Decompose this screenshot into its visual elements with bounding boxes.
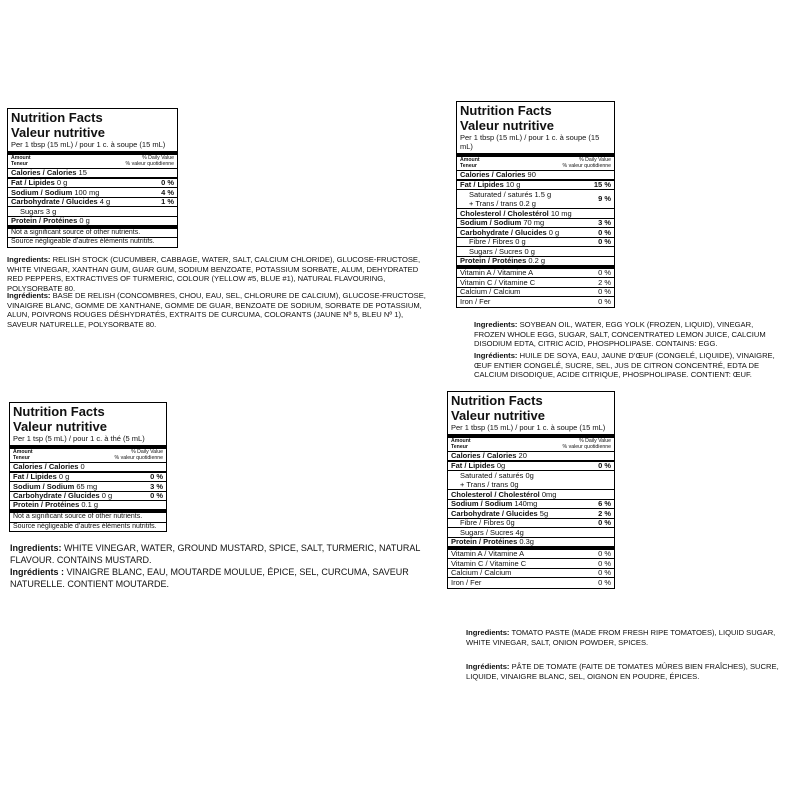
nutrient-row-sodium: Sodium / Sodium 70 mg 3 % bbox=[457, 219, 614, 229]
panel-title-en: Nutrition Facts bbox=[13, 404, 105, 419]
panel-title-en: Nutrition Facts bbox=[11, 110, 103, 125]
nutrient-row-fibre: Fibre / Fibres 0 g 0 % bbox=[457, 238, 614, 248]
footnote-fr: Source négligeable d’autres éléments nutritifs. bbox=[11, 238, 155, 246]
serving-size: Per 1 tbsp (15 mL) / pour 1 c. à soupe (15 mL) bbox=[448, 422, 614, 438]
nutrient-row-protein: Protein / Protéines 0 g bbox=[8, 217, 177, 229]
column-header: Amount Teneur % Daily Value % valeur quotidienne bbox=[10, 449, 166, 463]
serving-size: Per 1 tbsp (15 mL) / pour 1 c. à soupe (15 mL) bbox=[8, 139, 177, 155]
nutrition-panel-mayonnaise bbox=[456, 101, 615, 308]
ingredients-mustard-en: Ingredients: WHITE VINEGAR, WATER, GROUND MUSTARD, SPICE, SALT, TURMERIC, NATURAL FLAVOUR. CONTAINS MUSTARD. bbox=[10, 543, 421, 566]
nutrient-row-sugars: Sugars / Sucres 4g bbox=[448, 528, 614, 538]
ingredients-relish-fr: Ingrédients: BASE DE RELISH (CONCOMBRES, CHOU, EAU, SEL, CHLORURE DE CALCIUM), GLUCOSE-FRUCTOSE, VINAIGRE BLANC, GOMME DE XANTHANE, GOMME DE GUAR, BENZOATE DE SODIUM, SORBATE DE POTASSIUM, ALUN, POIVRONS ROUGES DÉSHYDRATÉS, EXTRAITS DE CURCUMA, COLORANTS (JAUNE Nº 5, BLEU Nº 1), SAVEUR NATURELLE, POLYSORBATE 80. bbox=[7, 291, 426, 329]
footnote-en: Not a significant source of other nutrients. bbox=[10, 513, 166, 523]
nutrient-row-sugars: Sugars 3 g bbox=[8, 207, 177, 217]
ingredients-mustard-fr: Ingrédients : VINAIGRE BLANC, EAU, MOUTARDE MOULUE, ÉPICE, SEL, CURCUMA, SAVEUR NATURELLE. CONTIENT MOUTARDE. bbox=[10, 567, 409, 590]
nutrient-row-fat: Fat / Lipides 0g 0 % bbox=[448, 462, 614, 472]
nutrient-row-vitamin-a: Vitamin A / Vitamine A 0 % bbox=[448, 550, 614, 560]
nutrient-row-carbohydrate: Carbohydrate / Glucides 4 g 1 % bbox=[8, 198, 177, 208]
nutrient-row-calcium: Calcium / Calcium 0 % bbox=[457, 288, 614, 298]
nutrient-row-carbohydrate: Carbohydrate / Glucides 0 g 0 % bbox=[10, 492, 166, 502]
nutrient-row-calories: Calories / Calories 0 bbox=[10, 463, 166, 473]
column-header: Amount Teneur % Daily Value % valeur quotidienne bbox=[8, 155, 177, 169]
nutrient-row-cholesterol: Cholesterol / Cholestérol 10 mg bbox=[457, 209, 614, 219]
nutrient-row-calories: Calories / Calories 15 bbox=[8, 169, 177, 179]
nutrient-row-fat: Fat / Lipides 0 g 0 % bbox=[8, 179, 177, 189]
nutrient-row-protein: Protein / Protéines 0.3g bbox=[448, 538, 614, 550]
serving-size: Per 1 tbsp (15 mL) / pour 1 c. à soupe (15 mL) bbox=[457, 132, 614, 157]
footnote-en: Not a significant source of other nutrients. bbox=[8, 229, 177, 239]
ingredients-ketchup-fr: Ingrédients: PÂTE DE TOMATE (FAITE DE TOMATES MÛRES BIEN FRAÎCHES), SUCRE, LIQUIDE, VINAIGRE BLANC, SEL, OIGNON EN POUDRE, ÉPICES. bbox=[466, 662, 779, 681]
nutrient-row-trans: + Trans / trans 0g bbox=[448, 481, 614, 491]
nutrient-row-fibre: Fibre / Fibres 0g 0 % bbox=[448, 519, 614, 529]
nutrient-row-protein: Protein / Protéines 0.2 g bbox=[457, 257, 614, 269]
nutrient-row-iron: Iron / Fer 0 % bbox=[451, 578, 611, 588]
nutrient-row-saturated: Saturated / saturés 1.5 g bbox=[469, 190, 552, 200]
nutrient-row-calcium: Calcium / Calcium 0 % bbox=[448, 569, 614, 579]
serving-size: Per 1 tsp (5 mL) / pour 1 c. à thé (5 mL) bbox=[10, 433, 166, 449]
column-header: Amount Teneur % Daily Value % valeur quotidienne bbox=[448, 438, 614, 452]
nutrient-row-carbohydrate: Carbohydrate / Glucides 0 g 0 % bbox=[457, 228, 614, 238]
nutrient-row-fat: Fat / Lipides 10 g 15 % bbox=[457, 181, 614, 191]
nutrition-panel-relish bbox=[7, 108, 178, 248]
nutrient-row-calories: Calories / Calories 20 bbox=[448, 452, 614, 462]
nutrient-row-cholesterol: Cholesterol / Cholestérol 0mg bbox=[448, 490, 614, 500]
nutrient-row-sodium: Sodium / Sodium 100 mg 4 % bbox=[8, 188, 177, 198]
nutrient-row-vitamin-a: Vitamin A / Vitamine A 0 % bbox=[457, 269, 614, 279]
panel-title-fr: Valeur nutritive bbox=[451, 408, 545, 423]
nutrient-row-sodium: Sodium / Sodium 140mg 6 % bbox=[448, 500, 614, 510]
panel-title-en: Nutrition Facts bbox=[460, 103, 552, 118]
footnote-fr: Source négligeable d’autres éléments nutritifs. bbox=[13, 522, 157, 530]
nutrient-row-sugars: Sugars / Sucres 0 g bbox=[457, 247, 614, 257]
ingredients-ketchup-en: Ingredients: TOMATO PASTE (MADE FROM FRESH RIPE TOMATOES), LIQUID SUGAR, WHITE VINEGAR, SALT, ONION POWDER, SPICES. bbox=[466, 628, 776, 647]
nutrient-row-vitamin-c: Vitamin C / Vitamine C 0 % bbox=[448, 559, 614, 569]
nutrient-row-saturated: Saturated / saturés 0g bbox=[460, 471, 534, 481]
ingredients-mayonnaise-en: Ingredients: SOYBEAN OIL, WATER, EGG YOLK (FROZEN, LIQUID), VINEGAR, FROZEN WHOLE EGG, SUGAR, SALT, CONCENTRATED LEMON JUICE, CALCIUM DISODIUM EDTA, CITRIC ACID, PHOSPHOLIPASE. CONTAINS: EGG. bbox=[474, 320, 766, 349]
ingredients-mayonnaise-fr: Ingrédients: HUILE DE SOYA, EAU, JAUNE D’ŒUF (CONGELÉ, LIQUIDE), VINAIGRE, ŒUF ENTIER CONGELÉ, SUCRE, SEL, JUS DE CITRON CONCENTRÉ, EDTA DE CALCIUM DISODIQUE, ACIDE CITRIQUE, PHOSPHOLIPASE. CONTIENT: ŒUF. bbox=[474, 351, 775, 380]
nutrient-row-vitamin-c: Vitamin C / Vitamine C 2 % bbox=[457, 278, 614, 288]
panel-title-en: Nutrition Facts bbox=[451, 393, 543, 408]
nutrient-row-fat: Fat / Lipides 0 g 0 % bbox=[10, 473, 166, 483]
panel-title-fr: Valeur nutritive bbox=[13, 419, 107, 434]
nutrition-panel-mustard bbox=[9, 402, 167, 532]
column-header: Amount Teneur % Daily Value % valeur quotidienne bbox=[457, 157, 614, 171]
nutrition-panel-ketchup bbox=[447, 391, 615, 589]
nutrient-row-trans: + Trans / trans 0.2 g 9 % bbox=[457, 200, 614, 210]
nutrient-row-calories: Calories / Calories 90 bbox=[457, 171, 614, 181]
nutrient-row-iron: Iron / Fer 0 % bbox=[460, 297, 611, 307]
nutrient-row-sodium: Sodium / Sodium 65 mg 3 % bbox=[10, 482, 166, 492]
panel-title-fr: Valeur nutritive bbox=[460, 118, 554, 133]
nutrient-row-carbohydrate: Carbohydrate / Glucides 5g 2 % bbox=[448, 509, 614, 519]
ingredients-relish-en: Ingredients: RELISH STOCK (CUCUMBER, CABBAGE, WATER, SALT, CALCIUM CHLORIDE), GLUCOSE-FRUCTOSE, WHITE VINEGAR, XANTHAN GUM, GUAR GUM, SODIUM BENZOATE, POTASSIUM SORBATE, ALUM, DEHYDRATED RED PEPPERS, EXTRACTIVES OF TURMERIC, COLOUR (YELLOW #5, BLUE #1), NATURAL FLAVOURING, POLYSORBATE 80. bbox=[7, 255, 421, 293]
nutrient-row-protein: Protein / Protéines 0.1 g bbox=[10, 501, 166, 513]
panel-title-fr: Valeur nutritive bbox=[11, 125, 105, 140]
